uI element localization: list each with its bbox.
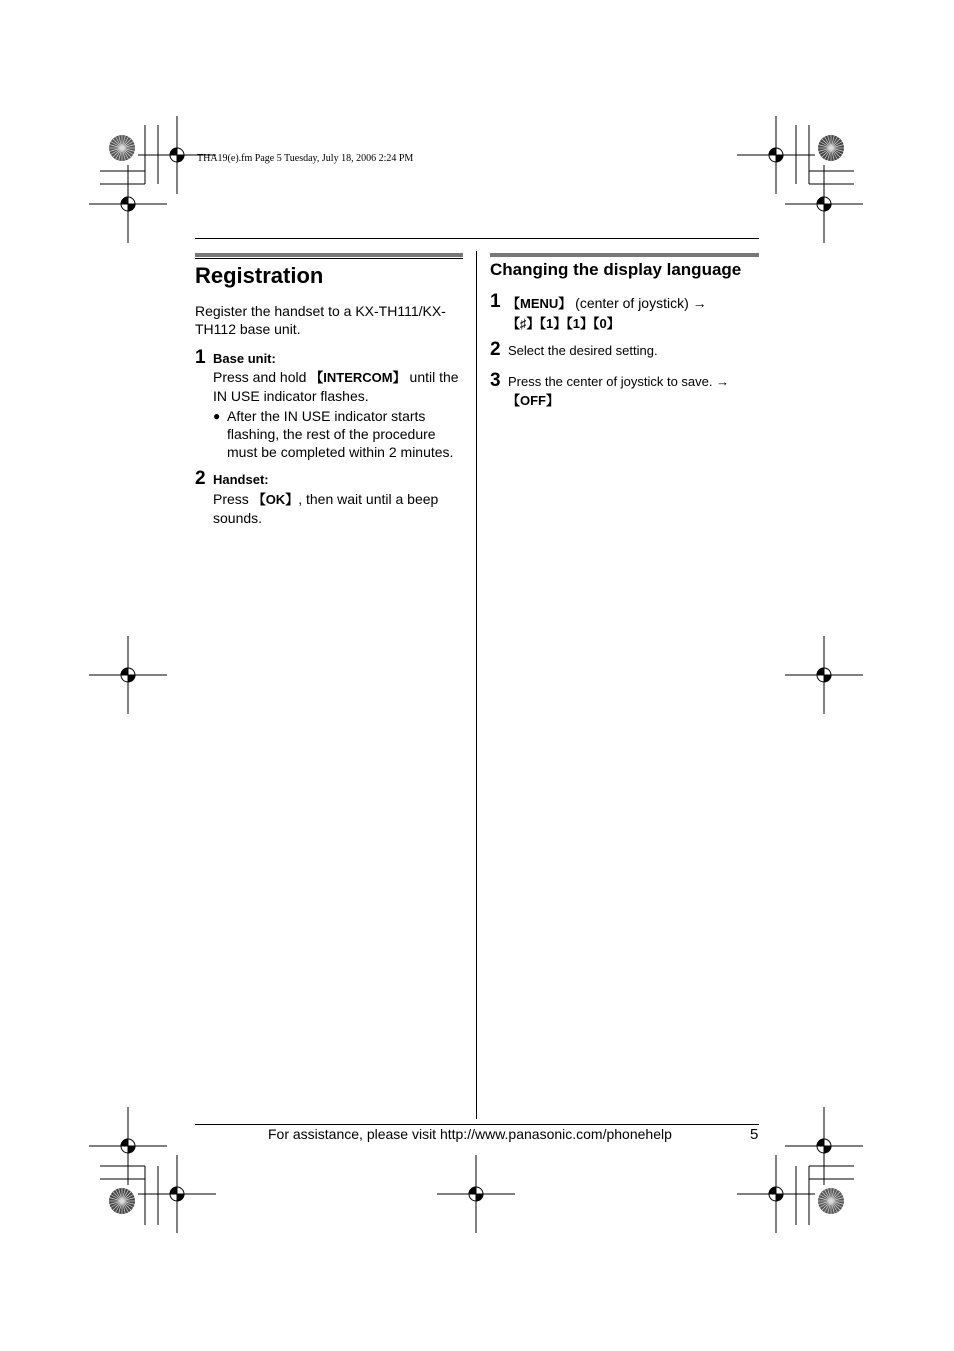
color-target-icon (818, 1188, 844, 1214)
footer-help-text: For assistance, please visit http://www.panasonic.com/phonehelp (268, 1126, 672, 1142)
section-bar-left (195, 253, 463, 257)
file-info-header: THA19(e).fm Page 5 Tuesday, July 18, 2006 2:24 PM (197, 153, 414, 164)
color-target-icon (109, 135, 135, 161)
registration-mark-icon (437, 1155, 515, 1233)
key-sequence: 【♯】【1】【1】【0】 (507, 316, 620, 331)
footer-rule (195, 1124, 759, 1125)
registration-mark-icon (737, 1155, 815, 1233)
registration-mark-icon (89, 1107, 167, 1185)
step-number: 3 (490, 370, 501, 391)
step-text: (center of joystick) (571, 295, 693, 311)
step-text-post: until the IN USE indicator flashes. (213, 369, 459, 404)
registration-mark-icon (737, 116, 815, 194)
step-number: 2 (195, 468, 206, 489)
step-number: 1 (195, 347, 206, 368)
step-number: 1 (490, 291, 501, 312)
color-target-icon (109, 1188, 135, 1214)
step-text-pre: Press and hold (213, 369, 311, 385)
registration-mark-icon (785, 1107, 863, 1185)
step-heading: Base unit: (213, 351, 276, 366)
page-title: Registration (195, 263, 324, 288)
step-text (508, 373, 729, 391)
arrow-icon: → (692, 295, 707, 311)
step-heading: Handset: (213, 472, 269, 487)
off-key: 【OFF】 (507, 393, 559, 408)
intercom-key: 【INTERCOM】 (310, 370, 406, 385)
top-rule (195, 238, 759, 239)
section-title: Changing the display language (490, 260, 742, 279)
page-number: 5 (750, 1126, 759, 1143)
ok-key: 【OK】 (252, 492, 299, 507)
step-number: 2 (490, 339, 501, 360)
registration-mark-icon (138, 1155, 216, 1233)
bullet-icon: ● (213, 409, 221, 423)
section-bar-right (490, 253, 759, 257)
intro-text: Register the handset to a KX-TH111/KX-TH112 base unit. (195, 303, 446, 337)
registration-mark-icon (785, 636, 863, 714)
step-text (213, 490, 453, 527)
registration-mark-icon (785, 165, 863, 243)
step-text-pre: Press (213, 491, 253, 507)
step-text: Press the center of joystick to save. (508, 374, 717, 389)
arrow-icon: → (716, 374, 730, 389)
registration-mark-icon (89, 636, 167, 714)
step-text (507, 294, 707, 313)
bullet-text: After the IN USE indicator starts flashing, the rest of the procedure must be completed within 2 minutes. (227, 408, 454, 460)
step-text (213, 368, 465, 405)
color-target-icon (818, 135, 844, 161)
step-text: Select the desired setting. (508, 343, 658, 358)
menu-key: 【MENU】 (507, 296, 572, 311)
column-divider (476, 251, 477, 1119)
section-bar-left-thin (195, 258, 463, 259)
step-text-post: , then wait until a beep sounds. (213, 491, 439, 526)
registration-mark-icon (89, 165, 167, 243)
